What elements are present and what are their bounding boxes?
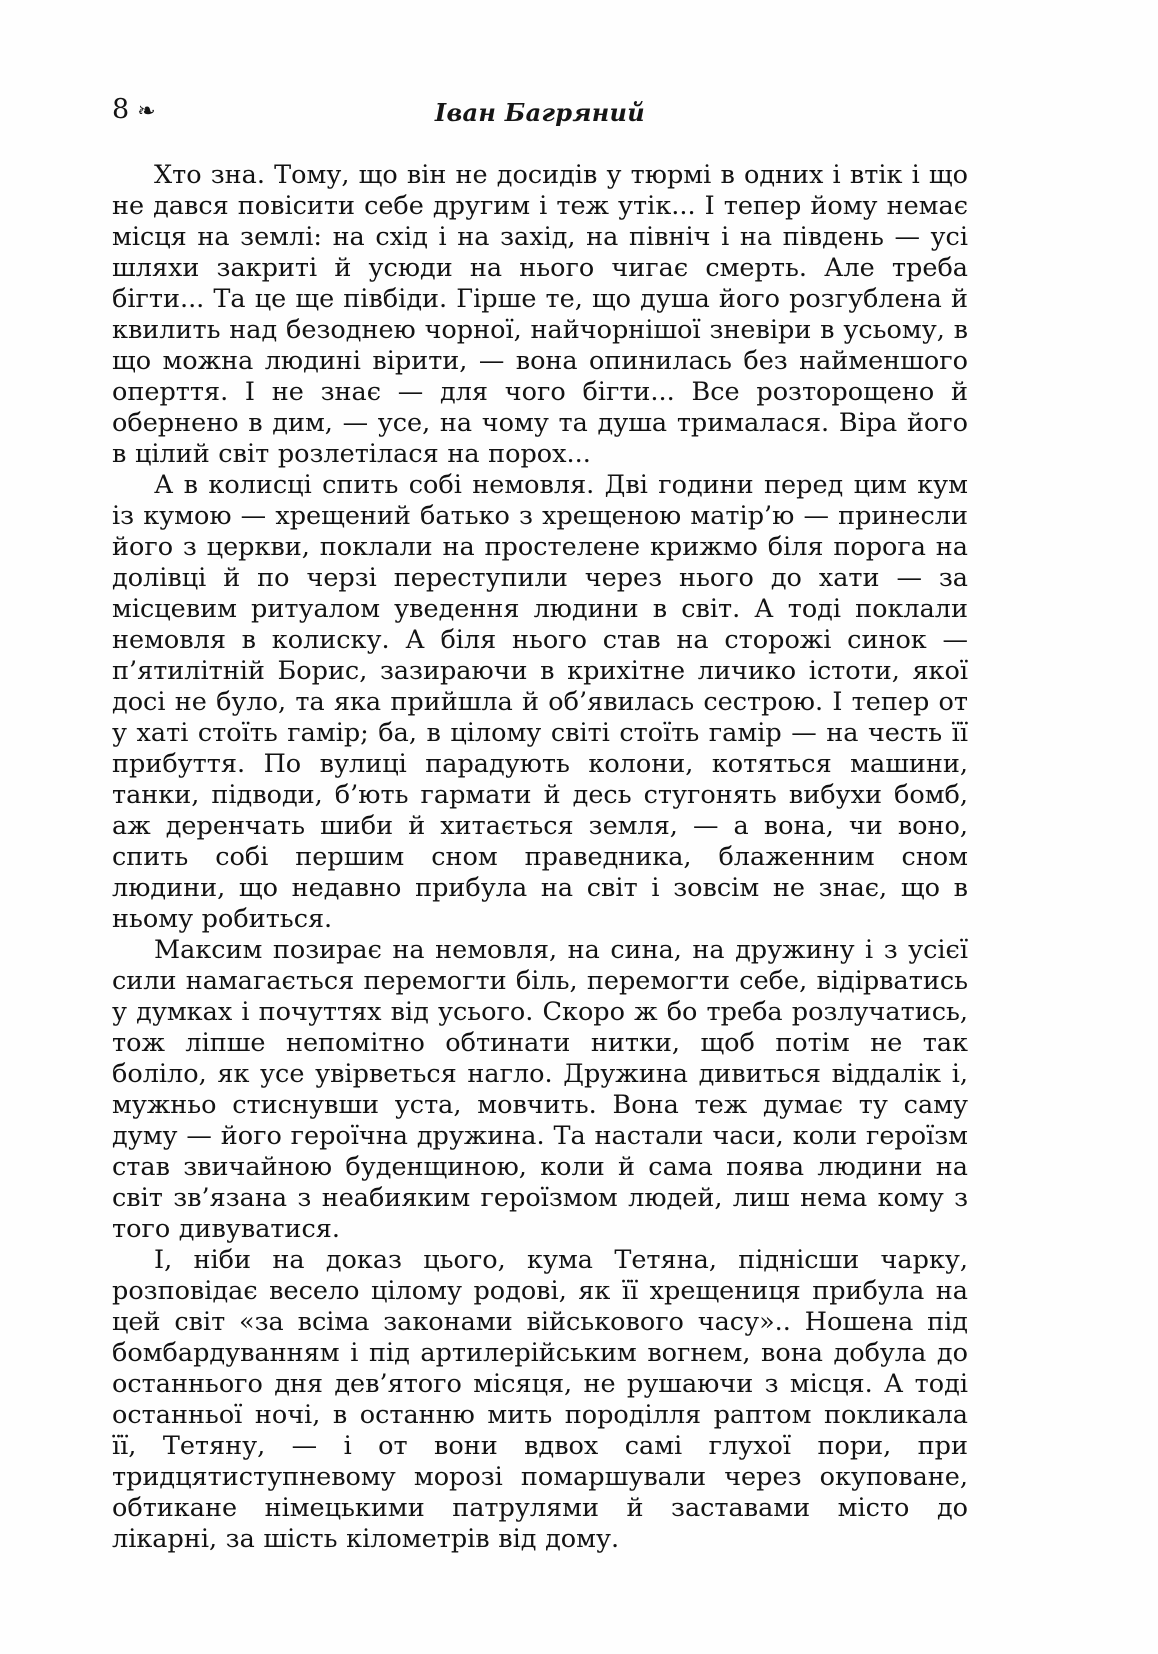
text-block xyxy=(112,160,968,1555)
paragraph: Максим позирає на немовля, на сина, на дружину і з усієї сили намагається перемогти біль, перемогти себе, відірватись у думках і почуттях від усього. Скоро ж бо треба розлучатись, тож ліпше непомітно обтинати нитки, щоб потім не так боліло, як усе увірветься нагло. Дружина дивиться віддалік і, мужньо стиснувши уста, мовчить. Вона теж думає ту саму думу — його героїчна дружина. Та настали часи, коли героїзм став звичайною буденщиною, коли й сама поява людини на світ зв’язана з неабияким героїзмом людей, лиш нема кому з того дивуватися. xyxy=(112,935,968,1244)
paragraph: І, ніби на доказ цього, кума Тетяна, піднісши чарку, розповідає весело цілому родові, як її хрещениця прибула на цей світ «за всіма законами військового часу».. Ношена під бомбардуванням і під артилерійським вогнем, вона добула до останнього дня дев’ятого місяця, не рушаючи з місця. А тоді останньої ночі, в останню мить породілля раптом покликала її, Тетяну, — і от вони вдвох самі глухої пори, при тридцятиступневому морозі помаршували через окуповане, обтикане німецькими патрулями й заставами місто до лікарні, за шість кілометрів від дому. xyxy=(112,1245,968,1554)
fleuron-icon: ❧ xyxy=(137,98,156,124)
paragraph: А в колисці спить собі немовля. Дві години перед цим кум із кумою — хрещений батько з хрещеною матір’ю — принесли його з церкви, поклали на простелене крижмо біля порога на долівці й по черзі переступили через нього до хати — за місцевим ритуалом уведення людини в світ. А тоді поклали немовля в колиску. А біля нього став на сторожі синок — п’ятилітній Борис, зазираючи в крихітне личико істоти, якої досі не було, та яка прийшла й об’явилась сестрою. І тепер от у хаті стоїть гамір; ба, в цілому світі стоїть гамір — на честь її прибуття. По вулиці парадують колони, котяться машини, танки, підводи, б’ють гармати й десь стугонять вибухи бомб, аж деренчать шиби й хитається земля, — а вона, чи воно, спить собі першим сном праведника, блаженним сном людини, що недавно прибула на світ і зовсім не знає, що в ньому робиться. xyxy=(112,470,968,934)
paragraph: Хто зна. Тому, що він не досидів у тюрмі в одних і втік і що не дався повісити себе другим і теж утік... І тепер йому немає місця на землі: на схід і на захід, на північ і на південь — усі шляхи закриті й усюди на нього чигає смерть. Але треба бігти... Та це ще півбіди. Гірше те, що душа його розгублена й квилить над безоднею чорної, найчорнішої зневіри в усьому, в що можна людині вірити, — вона опинилась без найменшого оперття. І не знає — для чого бігти... Все розторощено й обернено в дим, — усе, на чому та душа трималася. Віра його в цілий світ розлетілася на порох... xyxy=(112,160,968,469)
page-number: 8 xyxy=(112,94,130,125)
page-header xyxy=(112,96,968,130)
running-head: Іван Багряний xyxy=(434,98,646,127)
